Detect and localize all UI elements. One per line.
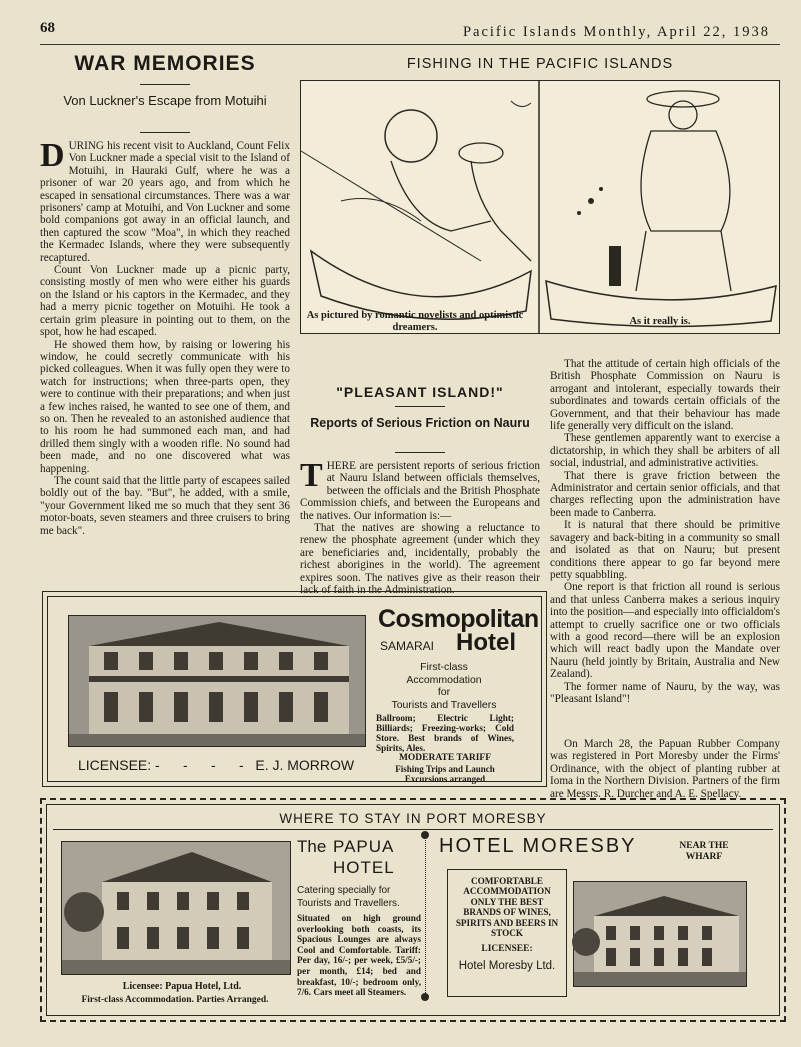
hotel-moresby-licensee: Hotel Moresby Ltd.: [458, 960, 556, 973]
hotel-moresby-title: HOTEL MORESBY: [439, 835, 637, 857]
papua-catering: Catering specially for Tourists and Travellers.: [297, 885, 400, 909]
cosmopolitan-licensee: LICENSEE: - - - - E. J. MORROW: [78, 757, 355, 773]
header-rule: [40, 44, 780, 45]
hotel-moresby-photo: [573, 881, 747, 987]
war-memories-title: WAR MEMORIES: [74, 52, 256, 75]
desc-line: Tourists and Travellers: [391, 698, 497, 711]
subtitle-rule: [140, 132, 190, 133]
papua-licensee: Licensee: Papua Hotel, Ltd.: [122, 981, 242, 992]
hotel-moresby-box: [447, 869, 567, 997]
fishing-cartoon: [300, 80, 780, 334]
paragraph: That the natives are showing a reluctance to renew the phosphate agreement (under which they are beneficiaries and, incidentally, probably the richest aborigines in the world). The agreement expires soon. The natives give as their reason their lack of faith in the Administration.: [300, 522, 540, 597]
paragraph: It is natural that there should be primitive savagery and back-biting in a community so small and isolated as that on Nauru; but present conditions there appear to go far beyond mere petty squabbling.: [550, 519, 780, 581]
dropcap: T: [300, 457, 323, 494]
desc-line: First-class: [420, 661, 468, 673]
hotel-moresby-licensee-label: LICENSEE:: [481, 944, 533, 955]
moderate-tariff: MODERATE TARIFF: [398, 753, 492, 763]
cosmopolitan-name: Cosmopolitan: [378, 605, 539, 633]
desc-line: for: [437, 686, 451, 698]
paragraph: Count Von Luckner made up a picnic party, consisting mostly of men who were either his guards on the Island or his captors in the Kermadec, and they had a merry picnic together on Motuihi. He took a certain grim pleasure in pointing out to them, on the spot, how he had escaped.: [40, 264, 290, 339]
pleasant-island-title: "PLEASANT ISLAND!": [336, 384, 504, 400]
cosmopolitan-amenities: Ballroom; Electric Light; Billiards; Freezing-works; Cold Store. Best brands of Wines, Spirits, Ales.: [376, 713, 514, 753]
hotel-photo: [68, 615, 366, 747]
dropcap: D: [40, 137, 65, 174]
page-number: 68: [40, 20, 55, 36]
papua-hotel-word: HOTEL: [333, 858, 395, 877]
hotel-moresby-offer: COMFORTABLE ACCOMMODATION ONLY THE BEST BRANDS OF WINES, SPIRITS AND BEERS IN STOCK: [455, 876, 559, 939]
pleasant-island-col2: [550, 358, 780, 733]
heading-rule: [53, 829, 773, 830]
samarai-label: SAMARAI: [380, 639, 435, 653]
paragraph: That there is grave friction between the Administrator and certain senior officials, and that charges reflecting upon the administration have been made to Canberra.: [550, 469, 780, 519]
pleasant-island-subtitle: Reports of Serious Friction on Nauru: [310, 416, 530, 430]
title-rule: [395, 406, 445, 407]
ad-divider: [425, 835, 426, 1001]
cosmopolitan-desc: [380, 661, 508, 711]
caption-right: As it really is.: [629, 316, 691, 327]
hotel-word: Hotel: [456, 629, 516, 656]
paragraph: He showed them how, by raising or lowering his window, he could secretly communicate with his picked colleagues. When it was fully open they were to watch for instructions; when three-parts open, they were to continue with their preparations; and when just a few inches raised, he wanted to see one of them, and so on. Then he revealed to an astonished audience that to his room he had summoned each man, and had drilled them singly with a wooden rifle. No sound had been made, and no one discovered what was happening.: [40, 338, 290, 475]
fishing-trips: Fishing Trips and Launch Excursions arranged: [395, 764, 495, 784]
near-the-wharf: NEAR THE WHARF: [679, 841, 729, 862]
paragraph: The former name of Nauru, by the way, was "Pleasant Island"!: [550, 680, 780, 705]
war-memories-article: [40, 137, 290, 585]
paragraph: These gentlemen apparently want to exercise a dictatorship, in which they shall be arbiters of all social, industrial, and administrative activities.: [550, 432, 780, 470]
papua-the: The: [297, 837, 327, 856]
divider-dot-icon: [421, 993, 429, 1001]
port-moresby-ads: [40, 798, 786, 1022]
paragraph: One report is that friction all round is serious and that unless Canberra makes a serious inquiry into the position—and especially into officialdom's attempt to cruelly sacrifice one or two officials with a good record—there will be an explosion which will react badly upon the Mandate over Nauru (held jointly by Britain, Australia and New Zealand).: [550, 581, 780, 681]
title-rule: [140, 84, 190, 85]
papua-details: Situated on high ground overlooking both coasts, its Spacious Lounges are always Cool and Comfortable. Tariff: Per day, 16/-; per week, £5/5/-; per month, £14; bed and breakfast, 10/-; bedroom only, 7/6. Cars meet all Steamers.: [297, 913, 421, 998]
cartoon-drawing: [301, 81, 779, 333]
papua-first-class: First-class Accommodation. Parties Arranged.: [81, 995, 269, 1005]
paragraph: HERE are persistent reports of serious friction at Nauru Island between officials themselves, between the officials and the British Phosphate Commission chiefs, and between the Europeans and the natives. Our information is:—: [300, 460, 540, 522]
building-illustration: [574, 882, 746, 986]
paragraph: On March 28, the Papuan Rubber Company was registered in Port Moresby under the Firms' Ordinance, with the object of planting rubber at Ioma in the Northern Division. Partners of the firm are Messrs. R. Durcher and A. E. Spellacy.: [550, 738, 780, 800]
paragraph: URING his recent visit to Auckland, Count Felix Von Luckner made a special visit to the Island of Motuihi, in Hauraki Gulf, where he was a prisoner of war 20 years ago, and from which he escaped in sensational circumstances. There was a war prisoners' camp at Motuihi, and Von Luckner and some bold companions got away in an official launch, and then captured the scow "Moa", in which they reached the Kermadec Islands, where they were subsequently recaptured.: [40, 140, 290, 264]
cosmopolitan-hotel-ad: [42, 591, 547, 787]
subtitle-rule: [395, 452, 445, 453]
fishing-cartoon-title: FISHING IN THE PACIFIC ISLANDS: [406, 56, 674, 72]
paragraph: The count said that the little party of escapees sailed boldly out of the bay. "But", he added, with a smile, "your Government liked me so much that they sent 36 motor-boats, seven steamers and three cruisers to bring me back".: [40, 474, 290, 537]
desc-line: Accommodation: [406, 673, 482, 686]
rubber-company-article: [550, 738, 780, 800]
building-illustration: [69, 616, 365, 746]
caption-left: As pictured by romantic novelists and optimistic dreamers.: [306, 310, 524, 333]
masthead: Pacific Islands Monthly, April 22, 1938: [462, 24, 770, 40]
pleasant-island-col1: [300, 457, 540, 597]
divider-dot-icon: [421, 831, 429, 839]
papua-hotel-photo: [61, 841, 291, 975]
paragraph: That the attitude of certain high officials of the British Phosphate Commission on Nauru is arrogant and intolerant, especially towards their subordinates and towards certain officials of the Government, and that their behaviour has made life generally very difficult on the island.: [550, 358, 780, 433]
where-to-stay-heading: WHERE TO STAY IN PORT MORESBY: [279, 811, 547, 826]
papua-name: PAPUA: [333, 837, 395, 856]
war-memories-subtitle: Von Luckner's Escape from Motuihi: [63, 93, 267, 108]
building-illustration: [62, 842, 290, 974]
